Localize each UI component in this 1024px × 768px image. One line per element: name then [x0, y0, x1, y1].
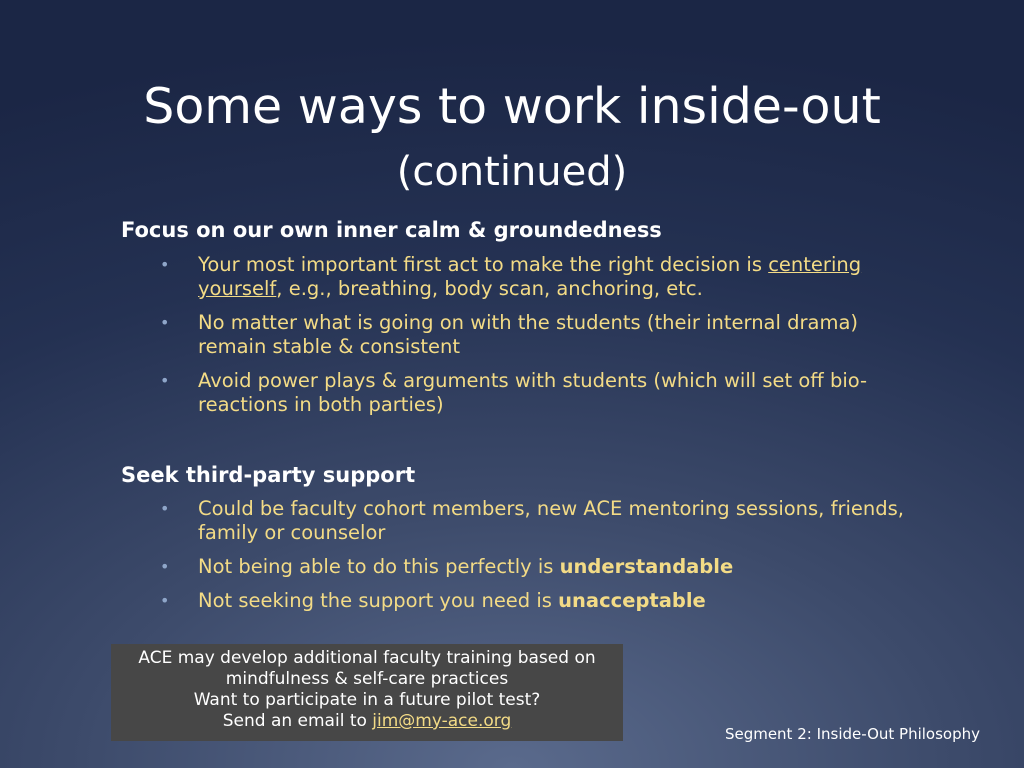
note-line-3: Want to participate in a future pilot test?	[193, 690, 541, 710]
bullet-item-avoid-power-plays	[160, 369, 920, 417]
bullet-text-prefix: Not being able to do this perfectly is	[198, 555, 560, 578]
bullet-text-prefix: Not seeking the support you need is	[198, 589, 559, 612]
segment-footer: Segment 2: Inside-Out Philosophy	[724, 725, 980, 743]
inner-calm-bullet-list	[160, 253, 920, 427]
bullet-item-centering	[160, 253, 920, 301]
bullet-item-faculty-cohort	[160, 497, 920, 545]
support-bullet-list	[160, 497, 920, 623]
bullet-text-prefix: Your most important first act to make the right decision is	[198, 253, 769, 276]
bullet-item-remain-stable	[160, 311, 920, 359]
bullet-text-suffix: , e.g., breathing, body scan, anchoring, etc.	[276, 277, 703, 300]
training-note-box	[111, 644, 623, 741]
slide-title: Some ways to work inside-out	[143, 78, 881, 135]
section-heading-inner-calm: Focus on our own inner calm & groundedness	[121, 218, 662, 242]
bullet-item-unacceptable	[160, 589, 920, 613]
bullet-marker: •	[160, 255, 170, 274]
bullet-text: No matter what is going on with the students (their internal drama) remain stable & consistent	[198, 311, 859, 358]
bullet-marker: •	[160, 499, 170, 518]
bullet-text: Could be faculty cohort members, new ACE mentoring sessions, friends, family or counselor	[198, 497, 904, 544]
bullet-text: Avoid power plays & arguments with students (which will set off bio-reactions in both parties)	[198, 369, 868, 416]
bullet-marker: •	[160, 591, 170, 610]
centering-yourself-underline: centering yourself	[198, 253, 862, 300]
bullet-marker: •	[160, 371, 170, 390]
bullet-item-understandable	[160, 555, 920, 579]
emphasis-understandable: understandable	[559, 555, 734, 578]
bullet-marker: •	[160, 313, 170, 332]
note-email-prefix: Send an email to	[222, 711, 373, 731]
note-line-1: ACE may develop additional faculty training based on	[138, 648, 596, 668]
slide-subtitle: (continued)	[396, 149, 628, 195]
note-line-2: mindfulness & self-care practices	[225, 669, 509, 689]
email-link[interactable]: jim@my-ace.org	[372, 711, 512, 731]
section-heading-third-party-support: Seek third-party support	[121, 463, 416, 487]
bullet-marker: •	[160, 557, 170, 576]
emphasis-unacceptable: unacceptable	[558, 589, 706, 612]
note-line-4	[111, 711, 623, 732]
